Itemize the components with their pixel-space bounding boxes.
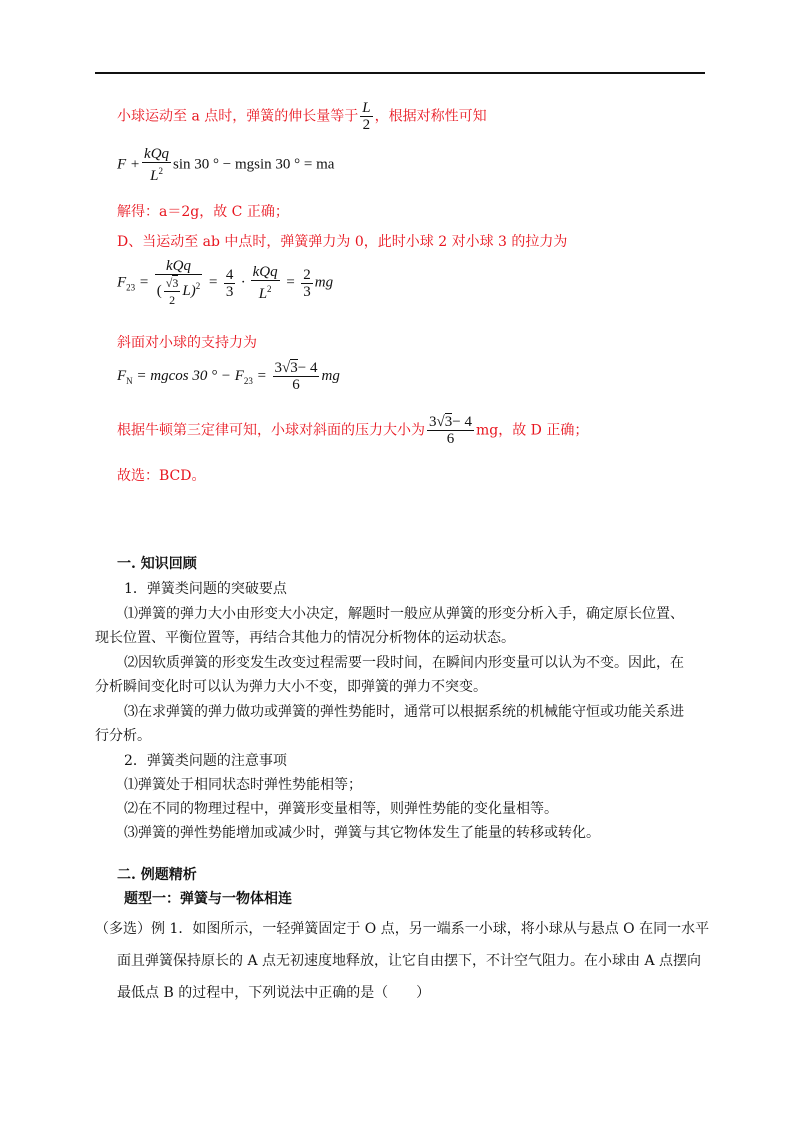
equation-2: $F_{23}$ = kQq ( $\frac{√3}{2}$ L)$^2$ = $\frac{4}{3}$ · $\frac{\text{kQq}}{L^2}$ = $\frac{2}{3}$ mg [117,258,334,307]
section1-para3-line1: ⑶在求弹簧的弹力做功或弹簧的弹性势能时，通常可以根据系统的机械能守恒或功能关系进 [124,704,684,720]
example1-line-2: 面且弹簧保持原长的 A 点无初速度地释放，让它自由摆下，不计空气阻力。在小球由 A 点摆向 [117,953,702,969]
section1-heading: 一. 知识回顾 [117,556,197,572]
solution-line-6: 故选：BCD。 [117,468,206,484]
section2-heading: 二. 例题精析 [117,867,197,883]
section1-subheading-2: 2．弹簧类问题的注意事项 [124,753,287,769]
fraction-4-over-3: $\frac{4}{3}$ [225,266,234,300]
section1-note-1: ⑴弹簧处于相同状态时弹性势能相等； [124,777,362,793]
solution-line-1: 小球运动至 a 点时，弹簧的伸长量等于 $\frac{L}{2}$ ，根据对称性可知 [117,100,487,133]
solution-line-3: D、当运动至 ab 中点时，弹簧弹力为 0，此时小球 2 对小球 3 的拉力为 [117,234,568,250]
section1-para2-line1: ⑵因软质弹簧的形变发生改变过程需要一段时间，在瞬间内形变量可以认为不变。因此，在 [124,655,684,671]
header-rule [95,72,705,74]
section1-para2-line2: 分析瞬间变化时可以认为弹力大小不变，即弹簧的弹力不突变。 [95,679,487,695]
fraction-kqq-over-l2: $\frac{\text{kQq}}{L^2}$ [144,146,170,184]
equation-1: F + $\frac{\text{kQq}}{L^2}$ sin 30 ° − mgsin 30 ° = ma [117,146,335,184]
section1-note-3: ⑶弹簧的弹性势能增加或减少时，弹簧与其它物体发生了能量的转移或转化。 [124,825,600,841]
section1-subheading-1: 1．弹簧类问题的突破要点 [124,581,287,597]
fraction-L-over-2: $\frac{L}{2}$ [362,100,371,133]
fraction-kqq-over-l2-b: $\frac{\text{kQq}}{L^2}$ [252,264,278,302]
fraction-kqq-over-root3: kQq ( $\frac{√3}{2}$ L)$^2$ [156,258,201,307]
fraction-3root3-minus-4-over-6: $\frac{3√3- 4}{6}$ [274,360,318,393]
section1-para1-line2: 现长位置、平衡位置等，再结合其他力的情况分析物体的运动状态。 [95,630,515,646]
section1-para1-line1: ⑴弹簧的弹力大小由形变大小决定，解题时一般应从弹簧的形变分析入手，确定原长位置、 [124,606,684,622]
section1-note-2: ⑵在不同的物理过程中，弹簧形变量相等，则弹性势能的变化量相等。 [124,801,558,817]
solution-line-4: 斜面对小球的支持力为 [117,335,257,351]
section2-topic: 题型一：弹簧与一物体相连 [124,891,292,907]
fraction-pressure: $\frac{3√3- 4}{6}$ [429,414,472,447]
section1-para3-line2: 行分析。 [95,728,151,744]
example1-line-3: 最低点 B 的过程中，下列说法中正确的是（ ） [117,985,431,1001]
fraction-2-over-3: $\frac{2}{3}$ [303,266,311,300]
example1-line-1: （多选）例 1．如图所示，一轻弹簧固定于 O 点，另一端系一小球，将小球从与悬点 O 在同一水平 [95,921,710,937]
equation-3: $F_N = mgcos$ 30 ° − $F_{23}$ = $\frac{3√3- 4}{6}$ mg [117,360,340,393]
solution-line-2: 解得：a＝2g，故 C 正确； [117,204,289,220]
solution-line-5: 根据牛顿第三定律可知，小球对斜面的压力大小为 $\frac{3√3- 4}{6}$ mg，故 D 正确； [117,414,589,447]
